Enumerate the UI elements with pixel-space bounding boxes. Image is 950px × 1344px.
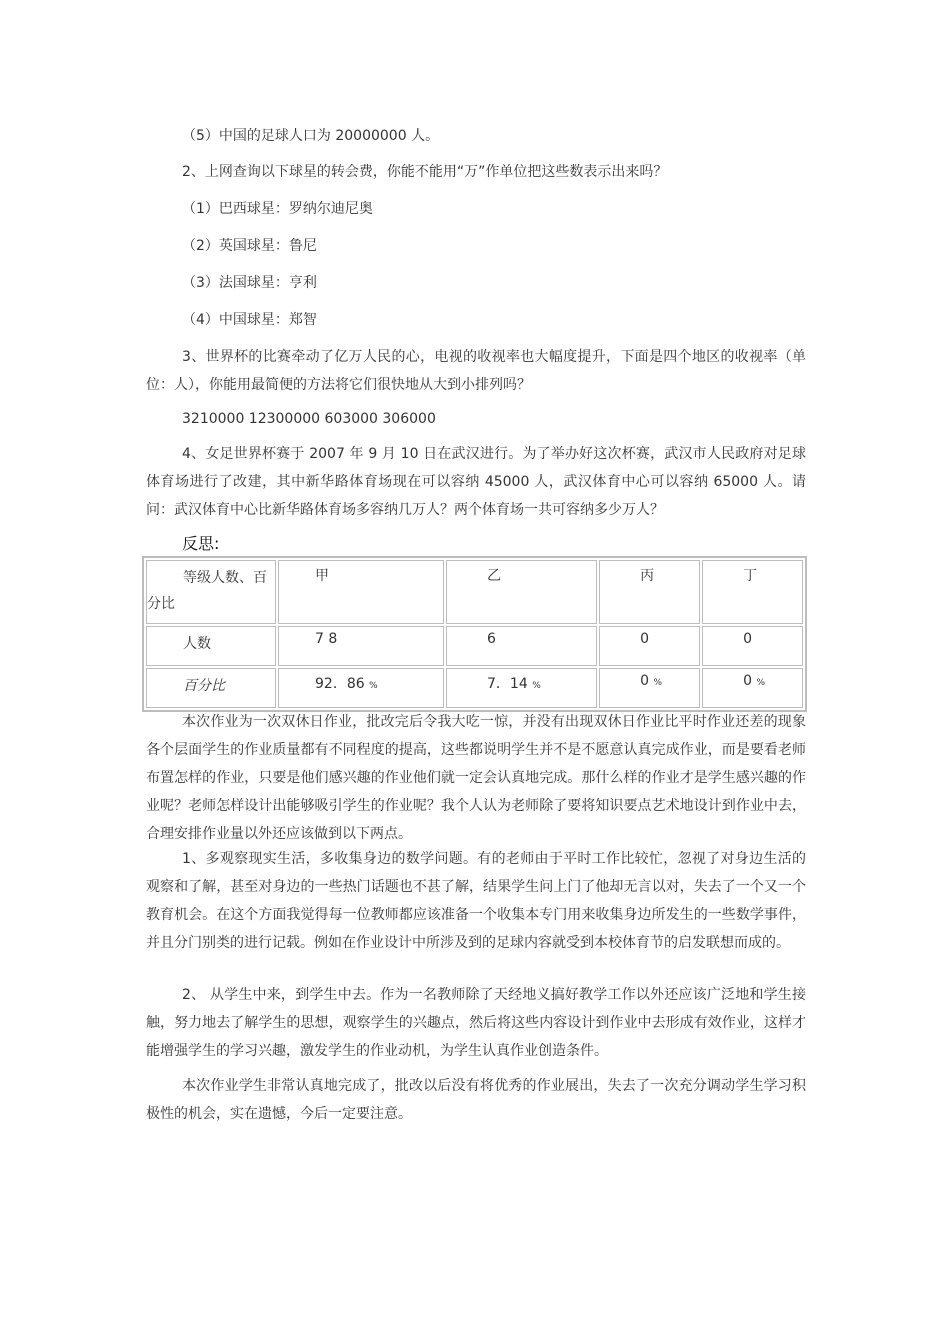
percent-value: 0 [743, 673, 752, 689]
table-cell [278, 668, 444, 708]
reflection-paragraph-1: 本次作业为一次双休日作业，批改完后令我大吃一惊，并没有出现双休日作业比平时作业还差的现象各个层面学生的作业质量都有不同程度的提高，这些都说明学生并不是不愿意认真完成作业，而是要看老师布置怎样的作业，只要是他们感兴趣的作业他们就一定会认真地完成。那什么样的作业才是学生感兴趣的作业呢？老师怎样设计出能够吸引学生的作业呢？我个人认为老师除了要将知识要点艺术地设计到作业中去，合理安排作业量以外还应该做到以下两点。 [146, 714, 806, 842]
table-cell [446, 668, 597, 708]
percent-sign: % [369, 681, 378, 691]
percent-value: 7．14 [487, 676, 528, 692]
question-2-item-1: （1）巴西球星：罗纳尔迪尼奥 [182, 201, 373, 217]
table-row-count [146, 626, 803, 666]
question-2-item-3: （3）法国球星：亨利 [182, 275, 317, 291]
table-cell [702, 668, 803, 708]
reflection-paragraph-3: 2、 从学生中来，到学生中去。作为一名教师除了天经地义搞好教学工作以外还应该广泛地和学生接触，努力地去了解学生的思想，观察学生的兴趣点，然后将这些内容设计到作业中去形成有效作业，这样才能增强学生的学习兴趣，激发学生的作业动机，为学生认真作业创造条件。 [146, 987, 806, 1059]
table-header-cell: 丙 [599, 560, 700, 624]
question-3-numbers: 3210000 12300000 603000 306000 [182, 411, 436, 427]
table-cell: 百分比 [146, 668, 276, 708]
question-4-text: 4、女足世界杯赛于 2007 年 9 月 10 日在武汉进行。为了举办好这次杯赛，武汉市人民政府对足球体育场进行了改建，其中新华路体育场现在可以容纳 45000 人，武汉体育中心可以容纳 65000 人。请问：武汉体育中心比新华路体育场多容纳几万人？两个体育场一共可容纳多少万人？ [146, 446, 806, 518]
reflection-heading: 反思: [182, 534, 220, 553]
table-cell [599, 668, 700, 708]
table-header-cell: 乙 [446, 560, 597, 624]
table-cell: 人数 [146, 626, 276, 666]
percent-sign: % [532, 681, 541, 691]
question-5-line: （5）中国的足球人口为 20000000 人。 [182, 128, 440, 144]
table-cell: 7 8 [278, 626, 444, 666]
question-2-item-2: （2）英国球星：鲁尼 [182, 238, 317, 254]
table-cell: 0 [702, 626, 803, 666]
question-2-item-4: （4）中国球星：郑智 [182, 312, 317, 328]
table-cell: 0 [599, 626, 700, 666]
grade-statistics-table [142, 556, 807, 712]
table-cell: 6 [446, 626, 597, 666]
percent-value: 92．86 [315, 676, 365, 692]
percent-value: 0 [640, 673, 650, 689]
question-2-text: 2、上网查询以下球星的转会费，你能不能用“万”作单位把这些数表示出来吗？ [182, 164, 668, 180]
reflection-paragraph-2: 1、多观察现实生活，多收集身边的数学问题。有的老师由于平时工作比较忙，忽视了对身边生活的观察和了解，甚至对身边的一些热门话题也不甚了解，结果学生问上门了他却无言以对，失去了一个又一个教育机会。在这个方面我觉得每一位教师都应该准备一个收集本专门用来收集身边所发生的一些数学事件，并且分门别类的进行记载。例如在作业设计中所涉及到的足球内容就受到本校体育节的启发联想而成的。 [146, 851, 806, 951]
table-header-cell: 甲 [278, 560, 444, 624]
table-header-row [146, 560, 803, 624]
table-header-cell: 等级人数、百分比 [146, 560, 276, 624]
percent-sign: % [756, 678, 765, 688]
percent-sign: % [653, 678, 663, 688]
question-3-text: 3、世界杯的比赛牵动了亿万人民的心，电视的收视率也大幅度提升，下面是四个地区的收视率（单位：人），你能用最简便的方法将它们很快地从大到小排列吗？ [146, 349, 806, 393]
table-row-percent [146, 668, 803, 708]
reflection-paragraph-4: 本次作业学生非常认真地完成了，批改以后没有将优秀的作业展出，失去了一次充分调动学生学习积极性的机会，实在遗憾，今后一定要注意。 [146, 1078, 806, 1122]
table-header-cell: 丁 [702, 560, 803, 624]
